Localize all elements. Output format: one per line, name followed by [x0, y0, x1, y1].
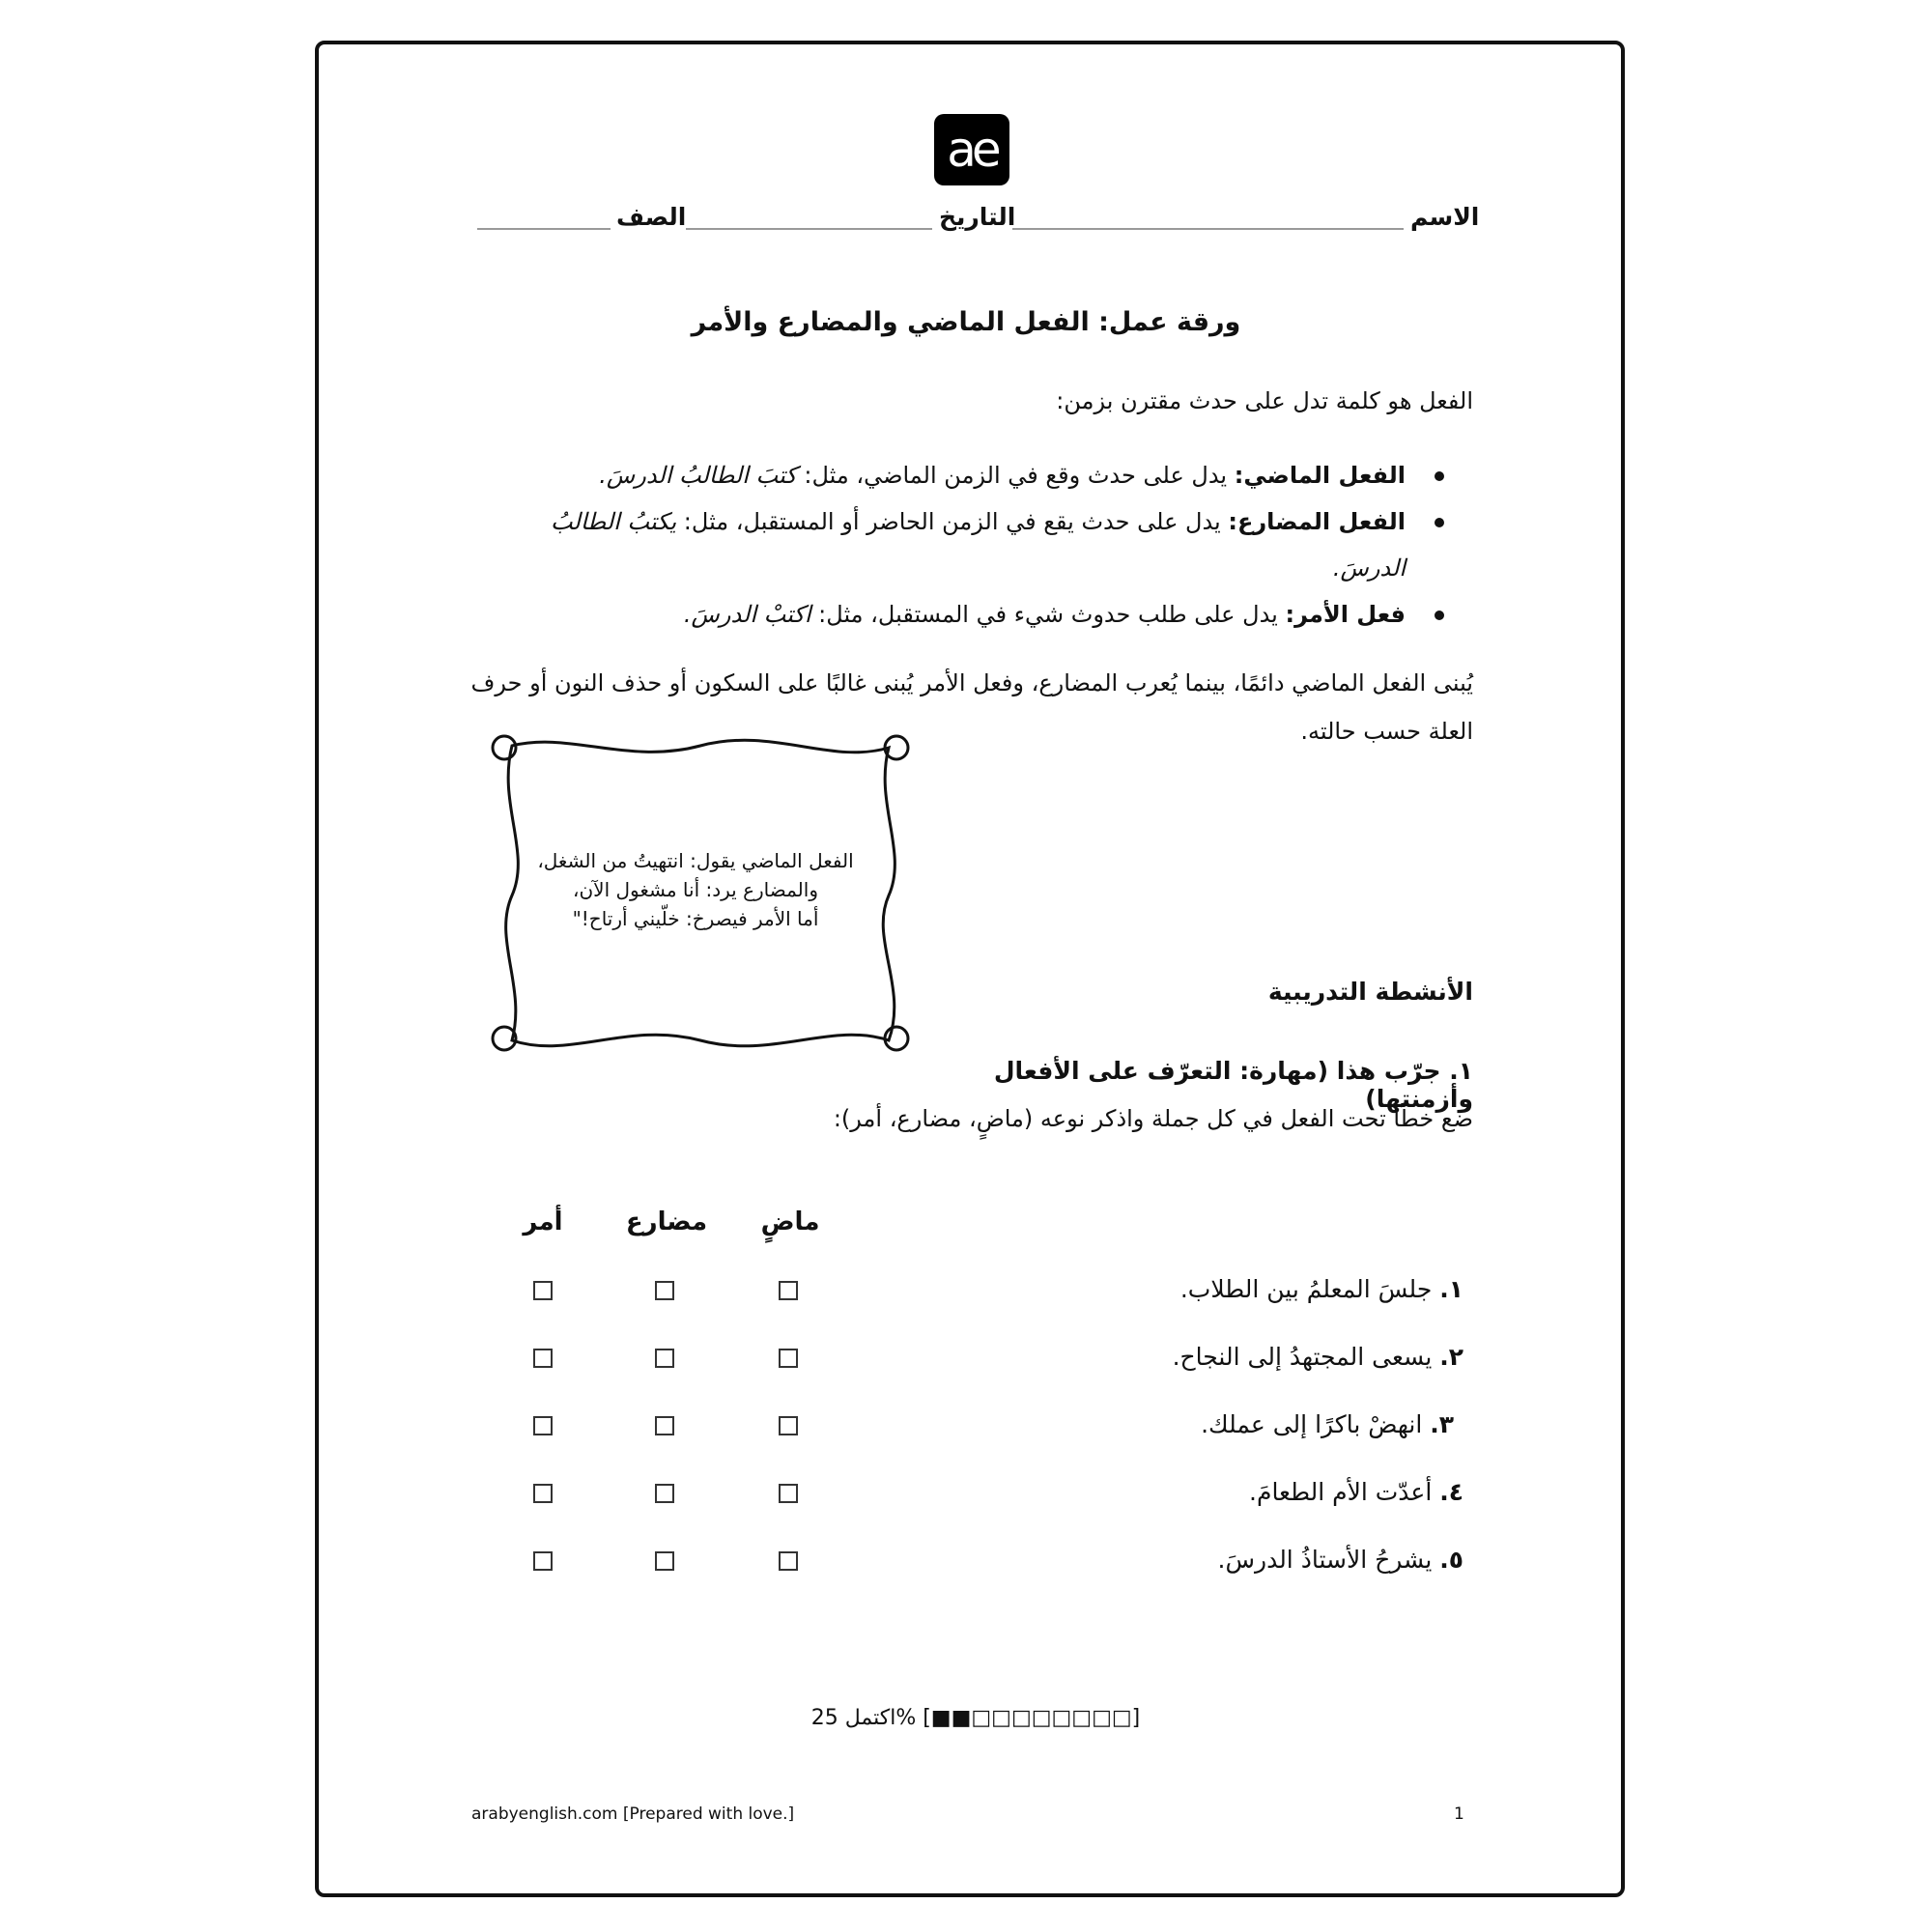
definition-item: الفعل الماضي: يدل على حدث وقع في الزمن الماضي، مثل: كتبَ الطالبُ الدرسَ. [502, 452, 1406, 498]
imperative-checkbox[interactable] [533, 1349, 553, 1368]
name-field[interactable] [1012, 228, 1404, 230]
name-label: الاسم [1410, 203, 1480, 231]
table-row: ٢. يسعى المجتهدُ إلى النجاح. [1172, 1343, 1463, 1371]
activities-heading: الأنشطة التدريبية [1267, 978, 1473, 1006]
definition-item: الفعل المضارع: يدل على حدث يقع في الزمن الحاضر أو المستقبل، مثل: يكتبُ الطالبُ الدرسَ. [502, 498, 1406, 591]
intro-text: الفعل هو كلمة تدل على حدث مقترن بزمن: [1056, 387, 1473, 414]
present-checkbox[interactable] [655, 1349, 674, 1368]
imperative-checkbox[interactable] [533, 1416, 553, 1435]
progress-indicator: اكتمل 25% [■■□□□□□□□□] [810, 1706, 1141, 1730]
task-instruction: ضع خطًا تحت الفعل في كل جملة واذكر نوعه (ماضٍ، مضارع، أمر): [833, 1105, 1473, 1132]
past-checkbox[interactable] [779, 1416, 798, 1435]
definitions-list [502, 452, 1473, 638]
speech-bubble-text: الفعل الماضي يقول: انتهيتُ من الشغل، والمضارع يرد: أنا مشغول الآن، أما الأمر فيصرخ: خلّيني أرتاح!" [537, 849, 854, 930]
column-past: ماضٍ [760, 1208, 820, 1236]
past-checkbox[interactable] [779, 1484, 798, 1503]
past-checkbox[interactable] [779, 1281, 798, 1300]
table-row: ٣. انهضْ باكرًا إلى عملك. [1201, 1410, 1454, 1438]
imperative-checkbox[interactable] [533, 1551, 553, 1571]
present-checkbox[interactable] [655, 1416, 674, 1435]
definition-item: فعل الأمر: يدل على طلب حدوث شيء في المستقبل، مثل: اكتبْ الدرسَ. [502, 591, 1406, 638]
imperative-checkbox[interactable] [533, 1484, 553, 1503]
column-imperative: أمر [523, 1208, 563, 1236]
present-checkbox[interactable] [655, 1281, 674, 1300]
task-title: ١. جرّب هذا (مهارة: التعرّف على الأفعال وأزمنتها) [993, 1057, 1473, 1113]
date-label: التاريخ [939, 203, 1016, 231]
class-field[interactable] [477, 228, 611, 230]
table-row: ١. جلسَ المعلمُ بين الطلاب. [1179, 1275, 1463, 1303]
footer-credit: arabyenglish.com [Prepared with love.] [471, 1804, 795, 1824]
page-number: 1 [1454, 1804, 1464, 1824]
rule-text: يُبنى الفعل الماضي دائمًا، بينما يُعرب المضارع، وفعل الأمر يُبنى غالبًا على السكون أو حذف النون أو حرف العلة حسب حالته. [470, 669, 1473, 745]
imperative-checkbox[interactable] [533, 1281, 553, 1300]
present-checkbox[interactable] [655, 1551, 674, 1571]
past-checkbox[interactable] [779, 1551, 798, 1571]
past-checkbox[interactable] [779, 1349, 798, 1368]
logo-text: ae [947, 122, 997, 178]
date-field[interactable] [686, 228, 932, 230]
table-row: ٥. يشرحُ الأستاذُ الدرسَ. [1217, 1546, 1463, 1574]
logo [934, 114, 1009, 185]
table-row: ٤. أعدّت الأم الطعامَ. [1249, 1478, 1463, 1506]
page-title: ورقة عمل: الفعل الماضي والمضارع والأمر [691, 307, 1241, 337]
present-checkbox[interactable] [655, 1484, 674, 1503]
class-label: الصف [616, 203, 687, 231]
column-present: مضارع [625, 1208, 708, 1236]
